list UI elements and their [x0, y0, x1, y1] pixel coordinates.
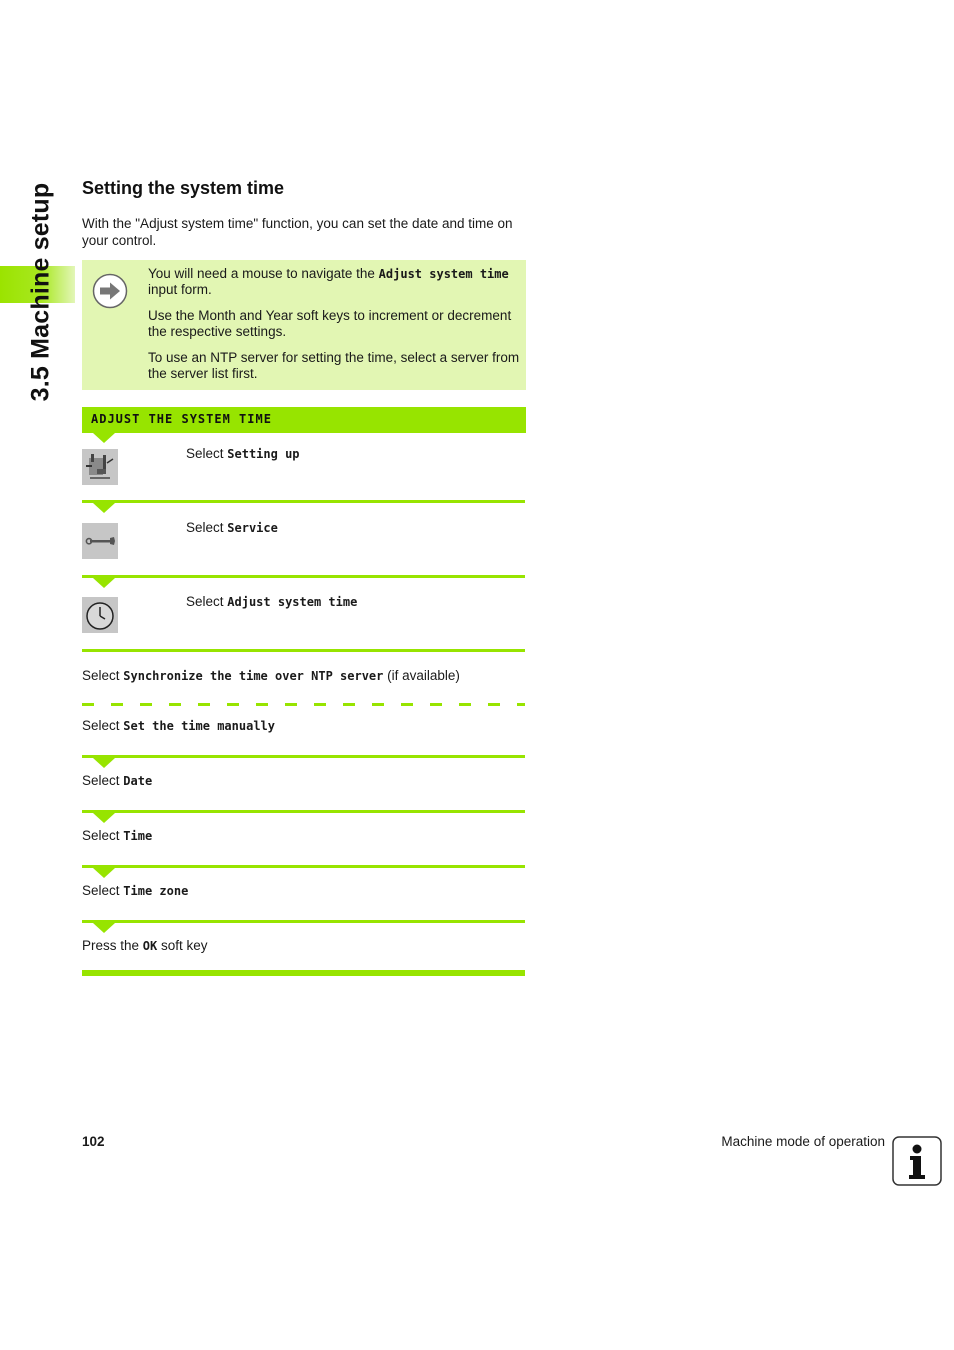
note-code: Adjust system time	[378, 267, 509, 281]
note-paragraph-2: Use the Month and Year soft keys to increment or decrement the respective settings.	[148, 308, 512, 339]
section-heading: Setting the system time	[82, 178, 285, 198]
step-code: Set the time manually	[123, 719, 275, 733]
step-code: Date	[123, 774, 153, 788]
note-box	[82, 260, 526, 390]
step-divider	[82, 575, 525, 578]
note-paragraph-1: You will need a mouse to navigate the Adjust system time input form.	[148, 266, 509, 297]
step-press-ok: Press the OK soft key	[82, 938, 208, 953]
note-paragraph-3: To use an NTP server for setting the time, select a server from the server list first.	[148, 350, 520, 381]
step-code: Adjust system time	[227, 595, 358, 609]
step-set-time-manually: Select Set the time manually	[82, 718, 275, 733]
step-divider	[82, 649, 525, 652]
step-divider	[82, 865, 525, 868]
procedure-end-rule	[82, 970, 525, 976]
step-pointer	[93, 813, 115, 823]
step-code: Setting up	[227, 447, 300, 461]
step-time: Select Time	[82, 828, 153, 843]
page-number: 102	[82, 1134, 105, 1149]
procedure-title: ADJUST THE SYSTEM TIME	[91, 412, 272, 426]
step-service: Select Service	[186, 520, 278, 535]
clock-softkey-icon[interactable]	[82, 597, 118, 633]
step-divider	[82, 810, 525, 813]
step-divider	[82, 500, 525, 503]
step-setting-up: Select Setting up	[186, 446, 300, 461]
step-pointer	[93, 433, 115, 443]
step-code: Synchronize the time over NTP server	[123, 669, 384, 683]
section-intro: With the "Adjust system time" function, you can set the date and time on your control.	[82, 216, 513, 248]
footer-chapter-title: Machine mode of operation	[721, 1134, 885, 1149]
step-pointer	[93, 923, 115, 933]
step-code: Time zone	[123, 884, 189, 898]
step-pointer	[93, 578, 115, 588]
chapter-side-title-text: 3.5 Machine setup	[26, 182, 55, 402]
note-text	[148, 266, 520, 392]
step-adjust-system-time: Select Adjust system time	[186, 594, 358, 609]
step-code: OK	[142, 939, 158, 953]
arrow-right-icon	[92, 273, 128, 309]
step-divider	[82, 755, 525, 758]
alternative-divider	[82, 703, 525, 706]
step-pointer	[93, 503, 115, 513]
step-time-zone: Select Time zone	[82, 883, 189, 898]
setting-up-softkey-icon[interactable]	[82, 449, 118, 485]
info-icon	[892, 1136, 942, 1186]
procedure-header	[82, 407, 526, 433]
wrench-softkey-icon[interactable]	[82, 523, 118, 559]
step-divider	[82, 920, 525, 923]
step-code: Time	[123, 829, 153, 843]
step-pointer	[93, 758, 115, 768]
step-pointer	[93, 868, 115, 878]
step-synchronize-ntp: Select Synchronize the time over NTP server (if available)	[82, 668, 460, 683]
step-date: Select Date	[82, 773, 153, 788]
step-code: Service	[227, 521, 278, 535]
